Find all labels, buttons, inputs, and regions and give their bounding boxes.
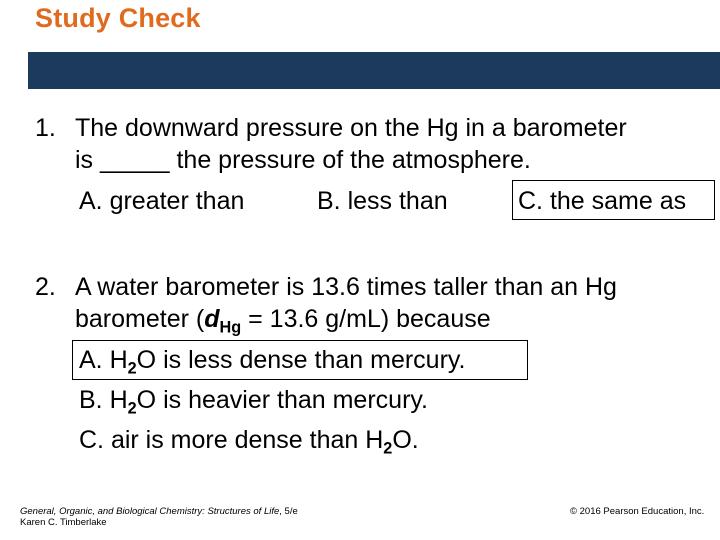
title-banner [28, 52, 720, 89]
question-2-option-c: C. air is more dense than $H_2O$. [79, 426, 419, 458]
slide-title: Study Check [35, 3, 201, 33]
footer-author: Karen C. Timberlake [20, 517, 107, 528]
footer-citation [20, 506, 298, 528]
question-2-option-a: A. $H_2O$ is less dense than mercury. [79, 346, 466, 378]
question-1-option-b: B. less than [317, 187, 448, 215]
question-2-number: 2. [35, 273, 56, 301]
question-1-line-1: The downward pressure on the Hg in a barometer [75, 114, 627, 142]
question-1-number: 1. [35, 114, 56, 142]
question-1-line-2: is _____ the pressure of the atmosphere. [75, 146, 531, 174]
question-2-option-b: B. $H_2O$ is heavier than mercury. [79, 386, 428, 418]
footer-copyright: © 2016 Pearson Education, Inc. [570, 506, 705, 517]
question-2-line-2: barometer ($d_{Hg} = 13.6$ g/mL) because [75, 305, 491, 337]
question-1-option-c: C. the same as [518, 187, 687, 215]
footer-book-title: General, Organic, and Biological Chemistry: Structures of Life [20, 506, 280, 517]
question-1-option-a: A. greater than [79, 187, 245, 215]
question-2-line-1: A water barometer is 13.6 times taller than an Hg [75, 273, 617, 301]
footer-edition: , 5/e [279, 506, 298, 517]
